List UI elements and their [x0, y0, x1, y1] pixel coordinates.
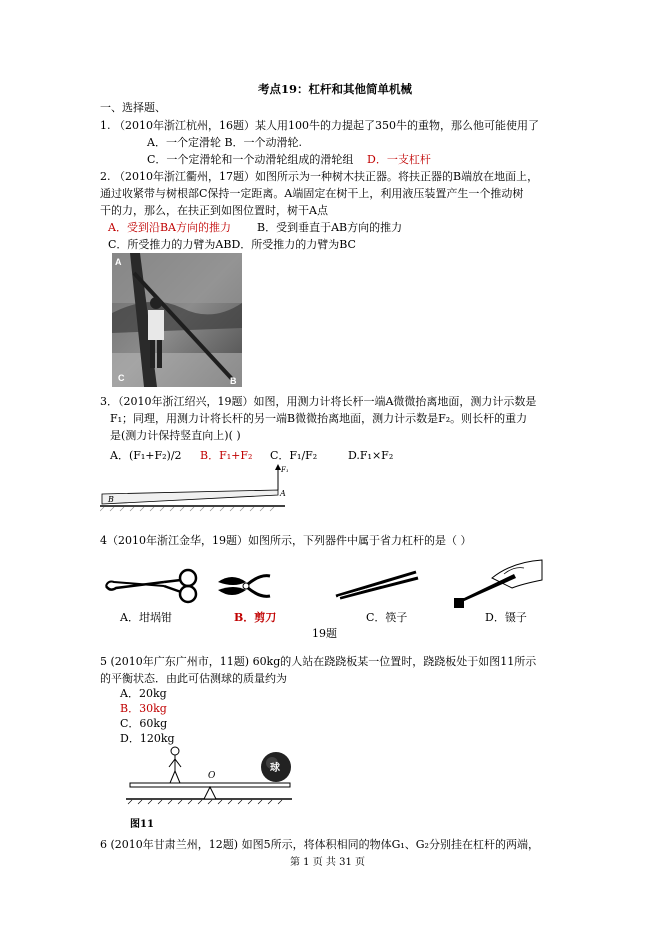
q3-option-a: A．(F₁+F₂)/2	[110, 449, 182, 462]
q5-option-d: D．120kg	[120, 732, 175, 745]
rod-label-b: B	[108, 495, 114, 504]
q1-options-ab: A．一个定滑轮 B．一个动滑轮.	[147, 136, 303, 149]
q4-option-b-answer: B．剪刀	[234, 611, 277, 624]
q5-option-a: A．20kg	[120, 687, 167, 700]
photo-label-c: C	[118, 373, 125, 383]
q5-line1: 5 (2010年广东广州市，11题) 60kg的人站在跷跷板某一位置时，跷跷板处于如图11所示	[100, 655, 537, 668]
q1-option-d-answer: D．一支杠杆	[367, 153, 431, 166]
long-rod-figure	[100, 462, 290, 512]
rod-label-a: A	[280, 489, 286, 498]
q2-options-cd: C．所受推力的力臂为ABD．所受推力的力臂为BC	[108, 238, 356, 251]
q2-line3: 干的力，那么，在扶正到如图位置时，树干A点	[100, 204, 328, 217]
q1-option-c: C．一个定滑轮和一个动滑轮组成的滑轮组	[147, 153, 354, 166]
q2-option-a-answer: A．受到沿BA方向的推力	[108, 221, 231, 234]
photo-label-b: B	[230, 376, 237, 386]
q5-line2: 的平衡状态．由此可估测球的质量约为	[100, 672, 287, 685]
q5-option-b-answer: B．30kg	[120, 702, 167, 715]
section-heading: 一、选择题、	[100, 101, 166, 114]
page-title: 考点19：杠杆和其他简单机械	[258, 82, 413, 96]
q4-stem: 4（2010年浙江金华，19题）如图所示，下列器件中属于省力杠杆的是（ ）	[100, 534, 472, 547]
q5-option-c: C．60kg	[120, 717, 168, 730]
q3-option-b-answer: B．F₁+F₂	[200, 449, 253, 462]
crucible-tongs-icon	[104, 566, 214, 604]
photo-label-a: A	[115, 257, 122, 267]
tree-straightener-photo	[112, 253, 242, 387]
ball-label: 球	[270, 763, 280, 774]
pivot-label-o: O	[208, 771, 216, 781]
chopsticks-icon	[334, 568, 420, 600]
figure-11-caption: 图11	[130, 819, 154, 830]
q2-option-b: B．受到垂直于AB方向的推力	[257, 221, 403, 234]
q4-caption: 19题	[312, 627, 337, 640]
q3-option-c: C．F₁/F₂	[270, 449, 318, 462]
rod-label-f1: F₁	[281, 466, 289, 474]
q3-line3: 是(测力计保持竖直向上)( )	[110, 429, 241, 442]
scissors-icon	[214, 568, 274, 604]
q3-option-d: D.F₁×F₂	[348, 449, 394, 462]
q6-line1: 6 (2010年甘肃兰州，12题) 如图5所示，将体积相同的物体G₁、G₂分别挂在杠杆的两端，	[100, 838, 539, 851]
q2-line1: 2. （2010年浙江衢州，17题）如图所示为一种树木扶正器。将扶正器的B端放在地面上，	[100, 170, 539, 183]
seesaw-figure	[126, 745, 292, 817]
tweezers-icon	[452, 558, 544, 610]
q3-line1: 3．（2010年浙江绍兴，19题）如图，用测力计将长杆一端A微微抬离地面，测力计示数是	[100, 395, 537, 408]
q2-line2: 通过收紧带与树根部C保持一定距离。A端固定在树干上，利用液压装置产生一个推动树	[100, 187, 524, 200]
q3-line2: F₁；同理，用测力计将长杆的另一端B微微抬离地面，测力计示数是F₂。则长杆的重力	[110, 412, 528, 425]
q1-stem: 1. （2010年浙江杭州，16题）某人用100牛的力提起了350牛的重物，那么他可能使用了	[100, 119, 539, 132]
q4-option-c-label: C．筷子	[366, 611, 408, 624]
page-footer: 第 1 页 共 31 页	[290, 857, 365, 868]
q4-option-d-label: D．镊子	[485, 611, 527, 624]
q4-option-a-label: A．坩埚钳	[120, 611, 172, 624]
